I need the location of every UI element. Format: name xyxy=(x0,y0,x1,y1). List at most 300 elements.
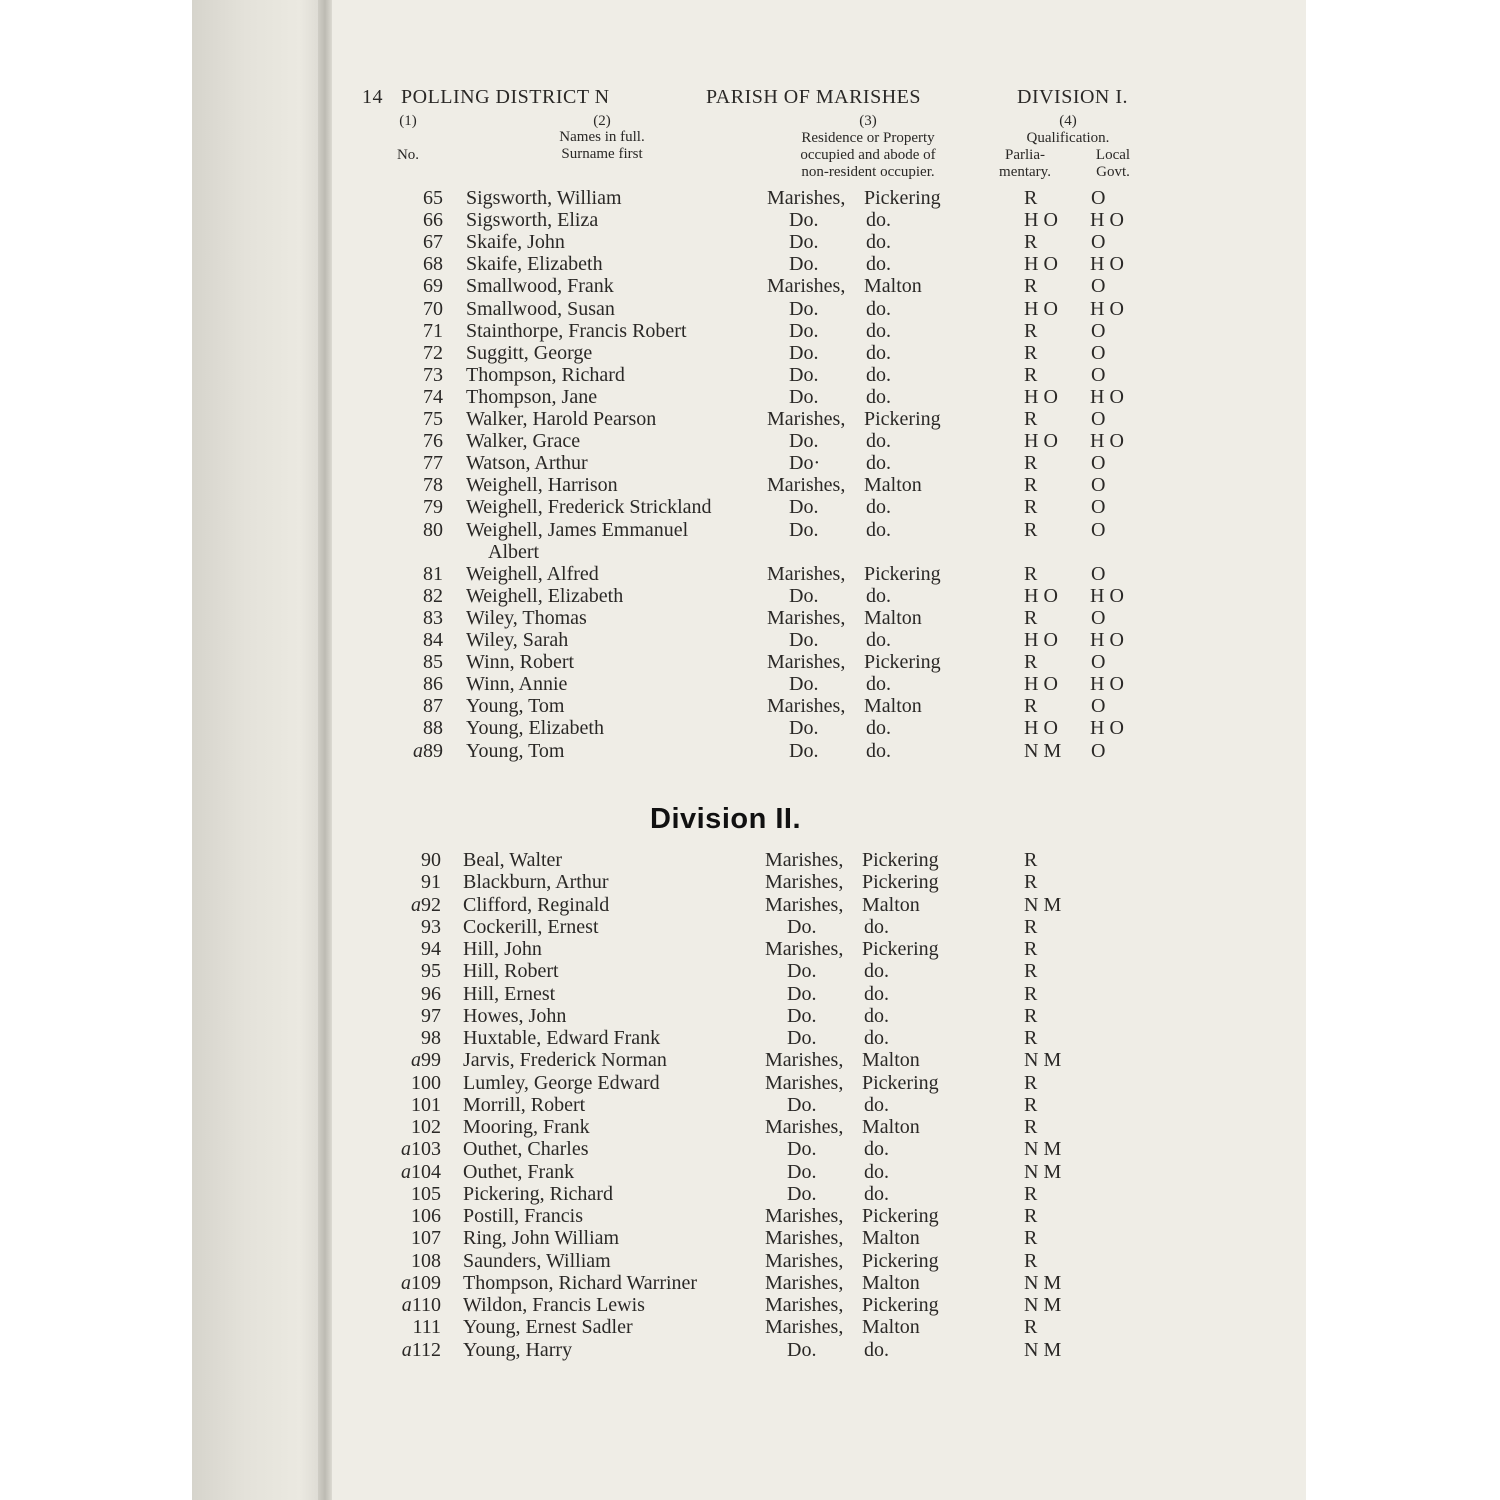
elector-number: 77 xyxy=(423,452,443,475)
parliamentary-qualification: R xyxy=(1024,518,1038,541)
parliamentary-qualification: R xyxy=(1024,1071,1038,1094)
parliamentary-qualification: R xyxy=(1024,1093,1038,1116)
parliamentary-qualification: R xyxy=(1024,1027,1038,1049)
elector-number-cell xyxy=(361,1294,441,1316)
residence-place: Do. xyxy=(787,960,817,983)
residence-town: do. xyxy=(866,209,891,232)
elector-number: 107 xyxy=(411,1227,441,1250)
register-row xyxy=(0,1227,1500,1249)
residence-place: Do. xyxy=(787,982,817,1005)
elector-number-cell xyxy=(361,1005,441,1027)
register-row xyxy=(0,430,1500,452)
residence-place: Do. xyxy=(789,717,819,740)
absent-voter-prefix: a xyxy=(401,1271,411,1294)
col2-label-2: Surname first xyxy=(561,146,643,162)
residence-place: Marishes, xyxy=(765,1071,844,1094)
elector-number: 88 xyxy=(423,717,443,740)
elector-number-cell xyxy=(363,651,443,673)
register-row xyxy=(0,1005,1500,1027)
residence-town: do. xyxy=(866,739,891,762)
elector-number-cell xyxy=(363,474,443,496)
parliamentary-qualification: N M xyxy=(1024,1138,1062,1161)
elector-number: 91 xyxy=(421,871,441,894)
residence-place: Marishes, xyxy=(765,1249,844,1272)
local-govt-qualification: H O xyxy=(1090,297,1124,320)
local-govt-qualification: O xyxy=(1091,187,1106,209)
elector-name: Smallwood, Frank xyxy=(466,275,614,298)
elector-number-cell xyxy=(361,1227,441,1249)
residence-place: Do. xyxy=(789,739,819,762)
elector-number: 92 xyxy=(421,893,441,916)
local-govt-qualification: O xyxy=(1091,319,1106,342)
elector-number-cell xyxy=(363,607,443,629)
residence-place: Marishes, xyxy=(765,1227,844,1250)
parliamentary-qualification: R xyxy=(1024,849,1038,871)
parliamentary-qualification: R xyxy=(1024,187,1038,209)
elector-number-cell xyxy=(363,717,443,739)
residence-town: Pickering xyxy=(864,562,941,585)
register-row xyxy=(0,960,1500,982)
residence-town: do. xyxy=(864,1160,889,1183)
register-row xyxy=(0,408,1500,430)
register-row xyxy=(0,1138,1500,1160)
elector-number-cell xyxy=(361,871,441,893)
division-2-title: Division II. xyxy=(650,803,802,835)
residence-place: Do. xyxy=(787,1093,817,1116)
elector-name: Walker, Grace xyxy=(466,430,581,453)
residence-town: Pickering xyxy=(864,408,941,430)
elector-name: Winn, Robert xyxy=(466,651,575,674)
elector-number: 79 xyxy=(423,496,443,519)
elector-name: Young, Harry xyxy=(463,1338,573,1361)
elector-number-cell xyxy=(363,695,443,717)
register-row xyxy=(0,1049,1500,1071)
absent-voter-prefix: a xyxy=(401,1138,411,1161)
col3-number: (3) xyxy=(859,113,877,129)
elector-name: Thompson, Jane xyxy=(466,385,598,408)
register-row xyxy=(0,1116,1500,1138)
register-row xyxy=(0,651,1500,673)
residence-place: Marishes, xyxy=(767,562,846,585)
absent-voter-prefix: a xyxy=(413,739,423,762)
residence-place: Do. xyxy=(787,1138,817,1161)
parliamentary-qualification: H O xyxy=(1024,717,1058,740)
parliamentary-qualification: R xyxy=(1024,1205,1038,1227)
residence-place: Marishes, xyxy=(767,651,846,674)
residence-place: Marishes, xyxy=(765,849,844,871)
elector-number-cell xyxy=(363,275,443,297)
residence-place: Do. xyxy=(789,363,819,386)
residence-town: Malton xyxy=(862,1316,920,1339)
parliamentary-qualification: R xyxy=(1024,1249,1038,1272)
residence-place: Do. xyxy=(789,231,819,254)
register-row xyxy=(0,849,1500,871)
elector-number: 86 xyxy=(423,673,443,696)
residence-place: Marishes, xyxy=(765,1205,844,1227)
register-row xyxy=(0,1094,1500,1116)
register-row xyxy=(0,209,1500,231)
residence-town: do. xyxy=(866,584,891,607)
elector-number: 89 xyxy=(423,739,443,762)
register-row xyxy=(0,1294,1500,1316)
residence-place: Do. xyxy=(789,518,819,541)
parliamentary-qualification: R xyxy=(1024,562,1038,585)
residence-place: Marishes, xyxy=(765,1271,844,1294)
parliamentary-qualification: H O xyxy=(1024,430,1058,453)
elector-number: 72 xyxy=(423,341,443,364)
parliamentary-qualification: R xyxy=(1024,496,1038,519)
residence-place: Do. xyxy=(789,385,819,408)
elector-number-cell xyxy=(363,408,443,430)
register-row xyxy=(0,983,1500,1005)
elector-number-cell xyxy=(363,563,443,585)
elector-number-cell xyxy=(361,1339,441,1361)
parliamentary-qualification: N M xyxy=(1024,1160,1062,1183)
parliamentary-qualification: R xyxy=(1024,915,1038,938)
residence-town: do. xyxy=(866,452,891,475)
elector-name: Morrill, Robert xyxy=(463,1093,586,1116)
col4-local-1: Local xyxy=(1095,147,1131,163)
elector-name: Outhet, Charles xyxy=(463,1138,589,1161)
elector-number: 76 xyxy=(423,430,443,453)
parliamentary-qualification: N M xyxy=(1024,1271,1062,1294)
register-row xyxy=(0,1250,1500,1272)
elector-name: Young, Ernest Sadler xyxy=(463,1316,633,1339)
elector-number: 66 xyxy=(423,209,443,232)
page-header xyxy=(362,86,1162,110)
residence-place: Marishes, xyxy=(765,1116,844,1138)
local-govt-qualification: O xyxy=(1091,408,1106,430)
register-row xyxy=(0,871,1500,893)
elector-name: Skaife, Elizabeth xyxy=(466,253,603,276)
residence-place: Do. xyxy=(789,629,819,651)
elector-name: Walker, Harold Pearson xyxy=(466,408,657,430)
residence-town: Malton xyxy=(864,695,922,718)
elector-number: 98 xyxy=(421,1027,441,1049)
elector-name: Thompson, Richard Warriner xyxy=(463,1271,698,1294)
local-govt-qualification: O xyxy=(1091,606,1106,629)
elector-name: Hill, John xyxy=(463,938,542,960)
elector-number-cell xyxy=(363,740,443,762)
page-number: 14 xyxy=(362,86,383,108)
parliamentary-qualification: R xyxy=(1024,1004,1038,1027)
elector-number-cell xyxy=(361,938,441,960)
residence-place: Do. xyxy=(789,496,819,519)
elector-name: Wildon, Francis Lewis xyxy=(463,1294,645,1316)
elector-name: Weighell, Frederick Strickland xyxy=(466,496,712,519)
residence-town: do. xyxy=(864,982,889,1005)
absent-voter-prefix: a xyxy=(401,1160,411,1183)
residence-place: Marishes, xyxy=(767,275,846,298)
residence-town: do. xyxy=(864,1027,889,1049)
register-row xyxy=(0,1339,1500,1361)
register-row xyxy=(0,1161,1500,1183)
register-row xyxy=(0,474,1500,496)
col4-local-2: Govt. xyxy=(1096,164,1130,180)
local-govt-qualification: O xyxy=(1091,275,1106,298)
elector-number-cell xyxy=(363,209,443,231)
elector-number: 68 xyxy=(423,253,443,276)
local-govt-qualification: O xyxy=(1091,651,1106,674)
elector-name: Hill, Ernest xyxy=(463,982,556,1005)
parliamentary-qualification: R xyxy=(1024,319,1038,342)
residence-town: do. xyxy=(864,1138,889,1161)
local-govt-qualification: H O xyxy=(1090,629,1124,651)
elector-number-cell xyxy=(361,1049,441,1071)
elector-name: Weighell, Harrison xyxy=(466,474,618,497)
parliamentary-qualification: N M xyxy=(1024,739,1062,762)
local-govt-qualification: H O xyxy=(1090,385,1124,408)
residence-town: Pickering xyxy=(864,187,941,209)
residence-town: do. xyxy=(866,629,891,651)
elector-name: Weighell, James Emmanuel xyxy=(466,518,689,541)
register-row xyxy=(0,938,1500,960)
elector-number: 87 xyxy=(423,695,443,718)
elector-name: Clifford, Reginald xyxy=(463,893,610,916)
elector-number: 81 xyxy=(423,562,443,585)
elector-number-cell xyxy=(363,231,443,253)
residence-town: do. xyxy=(864,1182,889,1205)
elector-number: 71 xyxy=(423,319,443,342)
parliamentary-qualification: R xyxy=(1024,606,1038,629)
parliamentary-qualification: R xyxy=(1024,1227,1038,1250)
elector-number: 78 xyxy=(423,474,443,497)
elector-name: Watson, Arthur xyxy=(466,452,588,475)
register-row xyxy=(0,717,1500,739)
local-govt-qualification: O xyxy=(1091,452,1106,475)
parliamentary-qualification: H O xyxy=(1024,584,1058,607)
elector-number: 65 xyxy=(423,187,443,209)
elector-number: 105 xyxy=(411,1182,441,1205)
col3-label-2: occupied and abode of xyxy=(800,147,936,163)
elector-number-cell xyxy=(361,1027,441,1049)
elector-number: 82 xyxy=(423,584,443,607)
parliamentary-qualification: R xyxy=(1024,651,1038,674)
elector-number: 95 xyxy=(421,960,441,983)
elector-number-cell xyxy=(361,1183,441,1205)
local-govt-qualification: O xyxy=(1091,496,1106,519)
residence-town: do. xyxy=(866,319,891,342)
register-row xyxy=(0,1183,1500,1205)
parliamentary-qualification: N M xyxy=(1024,893,1062,916)
parliamentary-qualification: H O xyxy=(1024,253,1058,276)
residence-town: Malton xyxy=(864,606,922,629)
residence-place: Marishes, xyxy=(765,1294,844,1316)
residence-place: Do. xyxy=(789,297,819,320)
register-row xyxy=(0,187,1500,209)
residence-place: Do. xyxy=(789,341,819,364)
elector-number-cell xyxy=(363,342,443,364)
register-row xyxy=(0,673,1500,695)
residence-town: Pickering xyxy=(862,871,939,894)
register-row xyxy=(0,894,1500,916)
elector-name: Suggitt, George xyxy=(466,341,593,364)
local-govt-qualification: H O xyxy=(1090,430,1124,453)
col4-parl-1: Parlia- xyxy=(1005,147,1045,163)
residence-town: Malton xyxy=(864,275,922,298)
register-row xyxy=(0,1316,1500,1338)
elector-number-cell xyxy=(363,496,443,518)
division-label: DIVISION I. xyxy=(1017,86,1129,108)
elector-name: Smallwood, Susan xyxy=(466,297,615,320)
residence-place: Marishes, xyxy=(765,1316,844,1339)
elector-name: Ring, John William xyxy=(463,1227,620,1250)
elector-number: 70 xyxy=(423,297,443,320)
absent-voter-prefix: a xyxy=(401,1294,412,1316)
register-row xyxy=(0,916,1500,938)
parliamentary-qualification: R xyxy=(1024,982,1038,1005)
elector-name: Outhet, Frank xyxy=(463,1160,575,1183)
elector-name: Beal, Walter xyxy=(463,849,563,871)
parliamentary-qualification: R xyxy=(1024,938,1038,960)
residence-place: Do. xyxy=(787,1004,817,1027)
register-row xyxy=(0,607,1500,629)
elector-number-cell xyxy=(363,629,443,651)
elector-number-cell xyxy=(361,894,441,916)
elector-number: 69 xyxy=(423,275,443,298)
residence-place: Do. xyxy=(789,430,819,453)
elector-number-cell xyxy=(361,1161,441,1183)
local-govt-qualification: H O xyxy=(1090,673,1124,696)
parliamentary-qualification: R xyxy=(1024,960,1038,983)
parliamentary-qualification: H O xyxy=(1024,297,1058,320)
residence-place: Marishes, xyxy=(767,606,846,629)
residence-town: Malton xyxy=(862,1227,920,1250)
absent-voter-prefix: a xyxy=(401,1338,412,1361)
elector-number-cell xyxy=(361,1250,441,1272)
residence-town: do. xyxy=(866,496,891,519)
local-govt-qualification: O xyxy=(1091,739,1106,762)
register-row xyxy=(0,1027,1500,1049)
elector-number: 108 xyxy=(411,1249,441,1272)
residence-town: do. xyxy=(866,341,891,364)
elector-number-cell xyxy=(361,960,441,982)
col3-label-3: non-resident occupier. xyxy=(801,164,935,180)
residence-town: do. xyxy=(866,430,891,453)
elector-name: Sigsworth, William xyxy=(466,187,622,209)
elector-name: Wiley, Thomas xyxy=(466,606,587,629)
register-row xyxy=(0,386,1500,408)
register-row xyxy=(0,1205,1500,1227)
col4-parl-2: mentary. xyxy=(999,164,1051,180)
elector-number-cell xyxy=(361,1316,441,1338)
residence-town: do. xyxy=(866,297,891,320)
elector-number-cell xyxy=(361,1138,441,1160)
parliamentary-qualification: R xyxy=(1024,452,1038,475)
register-row xyxy=(0,585,1500,607)
local-govt-qualification: O xyxy=(1091,562,1106,585)
elector-name: Blackburn, Arthur xyxy=(463,871,609,894)
register-row xyxy=(0,695,1500,717)
elector-number-cell xyxy=(361,1116,441,1138)
register-row xyxy=(0,519,1500,541)
parliamentary-qualification: H O xyxy=(1024,629,1058,651)
col1-label: No. xyxy=(396,147,420,163)
local-govt-qualification: H O xyxy=(1090,209,1124,232)
elector-number: 101 xyxy=(411,1093,441,1116)
elector-number: 104 xyxy=(411,1160,441,1183)
residence-place: Do. xyxy=(787,1160,817,1183)
register-row xyxy=(0,740,1500,762)
parliamentary-qualification: R xyxy=(1024,1182,1038,1205)
local-govt-qualification: O xyxy=(1091,231,1106,254)
elector-number: 73 xyxy=(423,363,443,386)
residence-town: Pickering xyxy=(864,651,941,674)
residence-place: Marishes, xyxy=(767,408,846,430)
residence-town: Pickering xyxy=(862,1249,939,1272)
elector-name: Huxtable, Edward Frank xyxy=(463,1027,661,1049)
elector-name-continuation: Albert xyxy=(488,540,540,563)
residence-town: do. xyxy=(866,518,891,541)
elector-number: 85 xyxy=(423,651,443,674)
absent-voter-prefix: a xyxy=(411,1049,421,1072)
elector-number: 83 xyxy=(423,606,443,629)
elector-name: Weighell, Elizabeth xyxy=(466,584,624,607)
residence-town: do. xyxy=(866,363,891,386)
elector-name: Thompson, Richard xyxy=(466,363,625,386)
register-row xyxy=(0,1272,1500,1294)
elector-name: Skaife, John xyxy=(466,231,565,254)
parliamentary-qualification: R xyxy=(1024,1116,1038,1138)
residence-town: do. xyxy=(866,231,891,254)
residence-town: do. xyxy=(866,385,891,408)
residence-place: Do. xyxy=(789,319,819,342)
residence-town: Malton xyxy=(862,1049,920,1072)
residence-town: Pickering xyxy=(862,1205,939,1227)
parliamentary-qualification: H O xyxy=(1024,385,1058,408)
residence-town: do. xyxy=(864,960,889,983)
elector-number: 112 xyxy=(411,1338,441,1361)
residence-town: Malton xyxy=(862,1116,920,1138)
elector-name: Wiley, Sarah xyxy=(466,629,569,651)
elector-name: Sigsworth, Eliza xyxy=(466,209,599,232)
register-row xyxy=(0,629,1500,651)
parliamentary-qualification: N M xyxy=(1024,1049,1062,1072)
elector-number: 67 xyxy=(423,231,443,254)
elector-number: 97 xyxy=(421,1004,441,1027)
col2-number: (2) xyxy=(593,113,611,129)
parish-title: PARISH OF MARISHES xyxy=(706,86,921,108)
elector-name: Stainthorpe, Francis Robert xyxy=(466,319,687,342)
residence-place: Do. xyxy=(787,1338,817,1361)
elector-number: 80 xyxy=(423,518,443,541)
local-govt-qualification: H O xyxy=(1090,253,1124,276)
residence-town: do. xyxy=(866,673,891,696)
parliamentary-qualification: R xyxy=(1024,275,1038,298)
elector-number-cell xyxy=(361,1094,441,1116)
elector-number: 94 xyxy=(421,938,441,960)
elector-number-cell xyxy=(363,364,443,386)
register-row xyxy=(0,496,1500,518)
residence-town: Malton xyxy=(862,1271,920,1294)
residence-town: Pickering xyxy=(862,1294,939,1316)
residence-place: Do. xyxy=(789,673,819,696)
elector-number-cell xyxy=(363,187,443,209)
register-row xyxy=(0,1072,1500,1094)
residence-place: Do. xyxy=(789,209,819,232)
elector-number-cell xyxy=(363,386,443,408)
elector-name: Young, Elizabeth xyxy=(466,717,604,740)
register-row xyxy=(0,253,1500,275)
register-row xyxy=(0,452,1500,474)
elector-name: Hill, Robert xyxy=(463,960,559,983)
local-govt-qualification: O xyxy=(1091,341,1106,364)
elector-name: Lumley, George Edward xyxy=(463,1071,660,1094)
elector-name: Jarvis, Frederick Norman xyxy=(463,1049,667,1072)
absent-voter-prefix: a xyxy=(411,893,421,916)
elector-number: 90 xyxy=(421,849,441,871)
parliamentary-qualification: R xyxy=(1024,363,1038,386)
